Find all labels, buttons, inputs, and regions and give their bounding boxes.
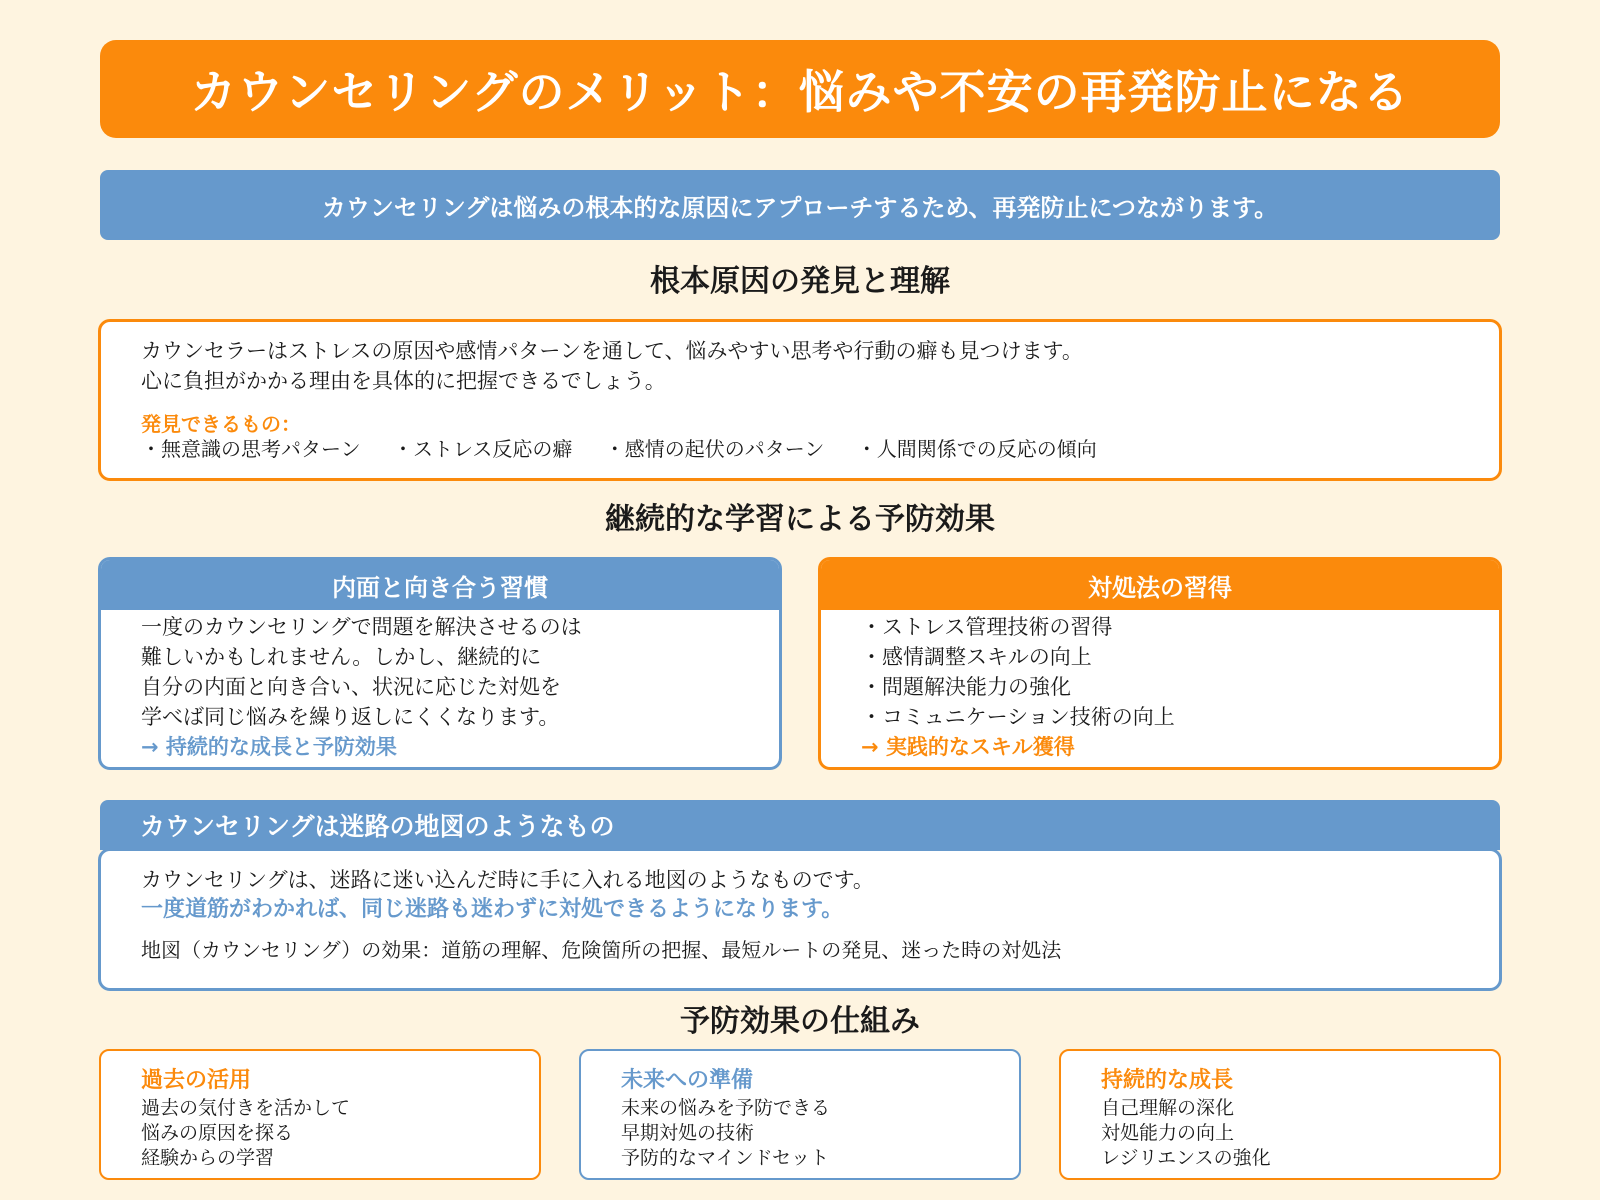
maze-map-line-2: 一度道筋がわかれば、同じ迷路も迷わずに対処できるようになります。 xyxy=(141,897,844,922)
inner-habit-line: 難しいかもしれません。しかし、継続的に xyxy=(141,645,542,669)
mechanism-line: 早期対処の技術 xyxy=(621,1122,755,1144)
page-title: カウンセリングのメリット：悩みや不安の再発防止になる xyxy=(190,65,1410,119)
mechanism-line: 未来の悩みを予防できる xyxy=(621,1097,831,1119)
root-cause-line-2: 心に負担がかかる理由を具体的に把握できるでしょう。 xyxy=(141,369,666,393)
maze-map-effects: 地図（カウンセリング）の効果：道筋の理解、危険箇所の把握、最短ルートの発見、迷った時の対処法 xyxy=(141,938,1062,962)
found-item: ・ストレス反応の癖 xyxy=(392,437,573,461)
mechanism-line: レジリエンスの強化 xyxy=(1101,1147,1271,1169)
mechanism-card-body xyxy=(1101,1096,1271,1171)
section-heading-continuous-learning: 継続的な学習による予防効果 xyxy=(605,502,995,537)
found-item: ・無意識の思考パターン xyxy=(141,437,361,461)
section-heading-root-cause: 根本原因の発見と理解 xyxy=(650,264,950,299)
inner-habit-card-header: 内面と向き合う習慣 xyxy=(101,560,779,610)
inner-habit-result: → 持続的な成長と予防効果 xyxy=(141,735,397,759)
mechanism-card-past xyxy=(99,1049,541,1180)
subtitle-banner xyxy=(100,170,1500,240)
coping-skill-item: ・ストレス管理技術の習得 xyxy=(861,615,1113,639)
coping-skills-card-body xyxy=(861,612,1175,762)
mechanism-line: 過去の気付きを活かして xyxy=(141,1097,351,1119)
maze-map-header: カウンセリングは迷路の地図のようなもの xyxy=(100,800,1500,850)
maze-map-line-1: カウンセリングは、迷路に迷い込んだ時に手に入れる地図のようなものです。 xyxy=(141,868,874,892)
inner-habit-line: 学べば同じ悩みを繰り返しにくくなります。 xyxy=(141,705,560,729)
root-cause-line-1: カウンセラーはストレスの原因や感情パターンを通して、悩みやすい思考や行動の癖も見つけます。 xyxy=(141,339,1083,363)
subtitle-text: カウンセリングは悩みの根本的な原因にアプローチするため、再発防止につながります。 xyxy=(321,193,1279,222)
mechanism-card-title: 過去の活用 xyxy=(141,1068,252,1093)
found-item: ・人間関係での反応の傾向 xyxy=(856,437,1097,461)
coping-skill-item: ・コミュニケーション技術の向上 xyxy=(861,705,1175,729)
mechanism-line: 予防的なマインドセット xyxy=(621,1147,830,1169)
mechanism-line: 悩みの原因を探る xyxy=(141,1122,294,1144)
coping-skill-item: ・問題解決能力の強化 xyxy=(861,675,1071,699)
mechanism-card-body xyxy=(141,1096,350,1171)
mechanism-card-growth xyxy=(1059,1049,1501,1180)
mechanism-card-future xyxy=(579,1049,1021,1180)
inner-habit-card xyxy=(98,557,782,770)
mechanism-card-title: 持続的な成長 xyxy=(1101,1068,1234,1093)
mechanism-line: 対処能力の向上 xyxy=(1101,1122,1235,1144)
title-banner xyxy=(100,40,1500,138)
mechanism-card-body xyxy=(621,1096,830,1171)
mechanism-line: 経験からの学習 xyxy=(141,1147,275,1169)
inner-habit-line: 自分の内面と向き合い、状況に応じた対処を xyxy=(141,675,561,699)
root-cause-box xyxy=(98,319,1502,481)
found-item: ・感情の起伏のパターン xyxy=(604,437,825,461)
mechanism-line: 自己理解の深化 xyxy=(1101,1097,1235,1119)
maze-map-box xyxy=(98,848,1502,991)
coping-skills-result: → 実践的なスキル獲得 xyxy=(861,735,1075,759)
inner-habit-card-body xyxy=(141,612,582,762)
coping-skills-card xyxy=(818,557,1502,770)
found-label: 発見できるもの： xyxy=(141,412,301,436)
inner-habit-line: 一度のカウンセリングで問題を解決させるのは xyxy=(141,615,582,639)
found-items xyxy=(141,434,1123,464)
section-heading-mechanism: 予防効果の仕組み xyxy=(680,1004,920,1039)
coping-skill-item: ・感情調整スキルの向上 xyxy=(861,645,1092,669)
mechanism-card-title: 未来への準備 xyxy=(621,1068,754,1093)
coping-skills-card-header: 対処法の習得 xyxy=(821,560,1499,610)
